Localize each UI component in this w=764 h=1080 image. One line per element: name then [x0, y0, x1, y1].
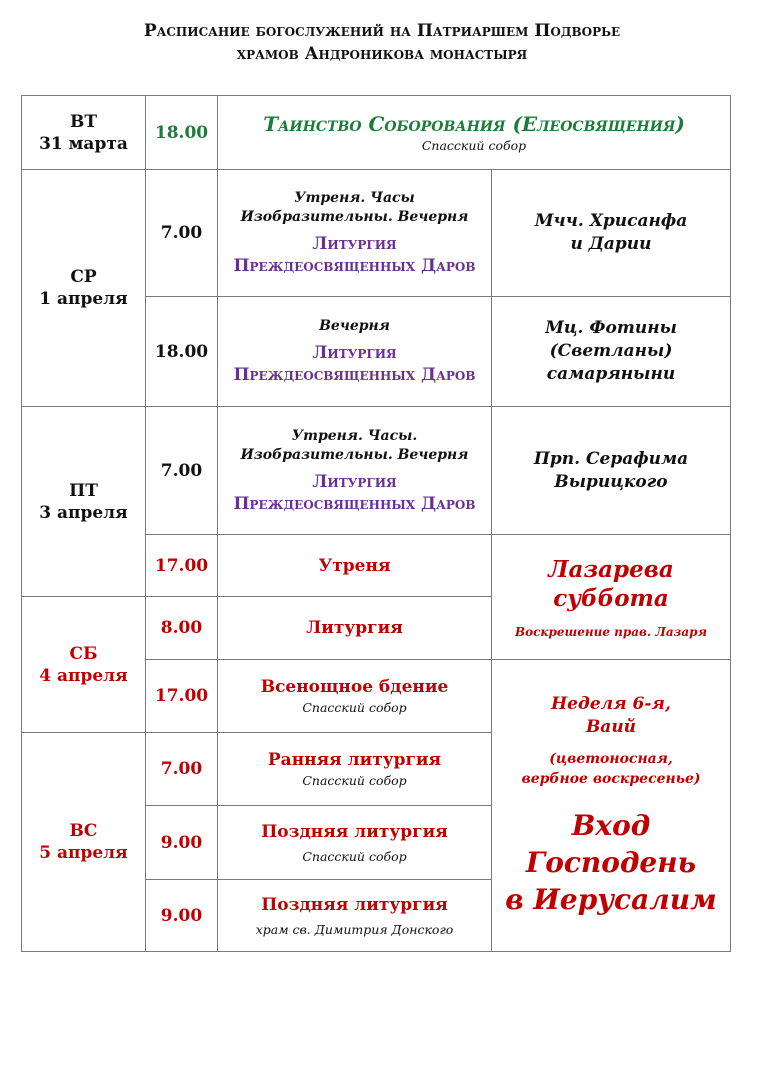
- feast-title: Ваий: [585, 717, 637, 737]
- liturgy-line: Литургия: [312, 234, 397, 254]
- table-border-right: [730, 95, 731, 952]
- time-cell: [146, 880, 217, 951]
- time-cell: [146, 535, 217, 596]
- feast-title: Лазарева: [548, 556, 674, 583]
- table-border-bottom: [21, 951, 731, 952]
- day-name: ВТ: [69, 111, 98, 132]
- time-cell: [146, 96, 217, 169]
- liturgy-title: [233, 233, 475, 277]
- service-time: 18.00: [154, 122, 209, 143]
- liturgy-title: [233, 342, 475, 386]
- service-title: Утреня. Часы.: [291, 427, 418, 444]
- day-name: СБ: [69, 643, 98, 664]
- feast-subtitle: (цветоносная,: [549, 751, 673, 767]
- service-cell: [218, 733, 491, 805]
- saint-cell: [492, 407, 730, 534]
- service-title: Ранняя литургия: [267, 750, 442, 770]
- feast-cell-lazarus: [492, 535, 730, 659]
- service-title: Поздняя литургия: [261, 821, 448, 842]
- service-place: Спасский собор: [302, 700, 407, 715]
- liturgy-line: Литургия: [312, 471, 397, 492]
- day-date: 1 апреля: [39, 289, 128, 309]
- time-cell: [146, 170, 217, 296]
- service-title: Таинство Соборования (Елеосвящения): [263, 111, 685, 136]
- saint-cell: [492, 297, 730, 406]
- service-place: Спасский собор: [302, 773, 407, 788]
- time-cell: [146, 806, 217, 879]
- service-cell: [218, 597, 491, 659]
- day-date: 31 марта: [39, 133, 128, 154]
- saint-name: Мчч. Хрисанфа: [534, 211, 688, 231]
- saint-name: самаряныни: [546, 364, 676, 384]
- saint-name: Прп. Серафима: [533, 448, 689, 469]
- service-cell: [218, 297, 491, 406]
- service-title: Утреня. Часы: [294, 190, 415, 206]
- saint-name: Вырицкого: [554, 471, 668, 492]
- time-cell: [146, 297, 217, 406]
- service-place: Спасский собор: [421, 137, 527, 153]
- service-time: 7.00: [160, 223, 203, 243]
- service-title: Изобразительны. Вечерня: [240, 209, 469, 225]
- day-cell-sat: [22, 597, 145, 732]
- service-time: 7.00: [160, 460, 203, 481]
- day-date: 3 апреля: [39, 502, 128, 523]
- service-cell: [218, 806, 491, 879]
- service-cell: [218, 96, 730, 169]
- service-place: Спасский собор: [302, 848, 407, 864]
- liturgy-line: Преждеосвященных Даров: [233, 365, 476, 385]
- liturgy-line: Литургия: [312, 343, 397, 363]
- day-name: СР: [70, 267, 97, 287]
- service-time: 17.00: [154, 686, 209, 706]
- page-subtitle: храмов Андроникова монастыря: [236, 44, 528, 64]
- service-title: Литургия: [306, 618, 403, 638]
- feast-cell-palm-sunday: [492, 660, 730, 951]
- feast-title: суббота: [553, 585, 669, 612]
- day-name: ПТ: [69, 480, 98, 501]
- day-cell-fri: [22, 407, 145, 596]
- service-title: Утреня: [318, 555, 391, 576]
- service-title: Всенощное бдение: [260, 677, 449, 697]
- saint-name: и Дарии: [570, 234, 652, 254]
- day-date: 5 апреля: [39, 843, 128, 863]
- service-cell: [218, 407, 491, 534]
- service-title: Поздняя литургия: [261, 894, 448, 915]
- service-time: 7.00: [160, 759, 203, 779]
- service-time: 8.00: [160, 618, 203, 638]
- feast-title: Неделя 6-я,: [551, 694, 671, 714]
- day-cell-sun: [22, 733, 145, 951]
- feast-main: в Иерусалим: [505, 883, 717, 916]
- service-cell: [218, 880, 491, 951]
- day-cell-tue: [22, 96, 145, 169]
- service-title: Изобразительны. Вечерня: [240, 446, 469, 463]
- time-cell: [146, 660, 217, 732]
- service-cell: [218, 170, 491, 296]
- service-cell: [218, 660, 491, 732]
- day-name: ВС: [69, 821, 98, 841]
- liturgy-line: Преждеосвященных Даров: [233, 493, 476, 514]
- day-cell-wed: [22, 170, 145, 406]
- service-time: 9.00: [160, 905, 203, 926]
- feast-main: Вход: [571, 809, 651, 842]
- page-title: Расписание богослужений на Патриаршем Подворье: [143, 21, 621, 41]
- service-time: 9.00: [160, 832, 203, 853]
- day-date: 4 апреля: [39, 665, 128, 686]
- time-cell: [146, 407, 217, 534]
- feast-subtitle: вербное воскресенье): [521, 771, 701, 787]
- service-time: 18.00: [154, 341, 209, 362]
- service-time: 17.00: [154, 555, 209, 576]
- service-cell: [218, 535, 491, 596]
- service-title: Вечерня: [319, 318, 390, 334]
- liturgy-title: [233, 471, 475, 515]
- saint-name: (Светланы): [549, 341, 673, 361]
- time-cell: [146, 733, 217, 805]
- feast-note: Воскрешение прав. Лазаря: [514, 625, 708, 639]
- saint-cell: [492, 170, 730, 296]
- time-cell: [146, 597, 217, 659]
- liturgy-line: Преждеосвященных Даров: [233, 256, 476, 276]
- service-place: храм св. Димитрия Донского: [255, 921, 454, 937]
- feast-main: Господень: [525, 846, 697, 879]
- saint-name: Мц. Фотины: [545, 318, 677, 338]
